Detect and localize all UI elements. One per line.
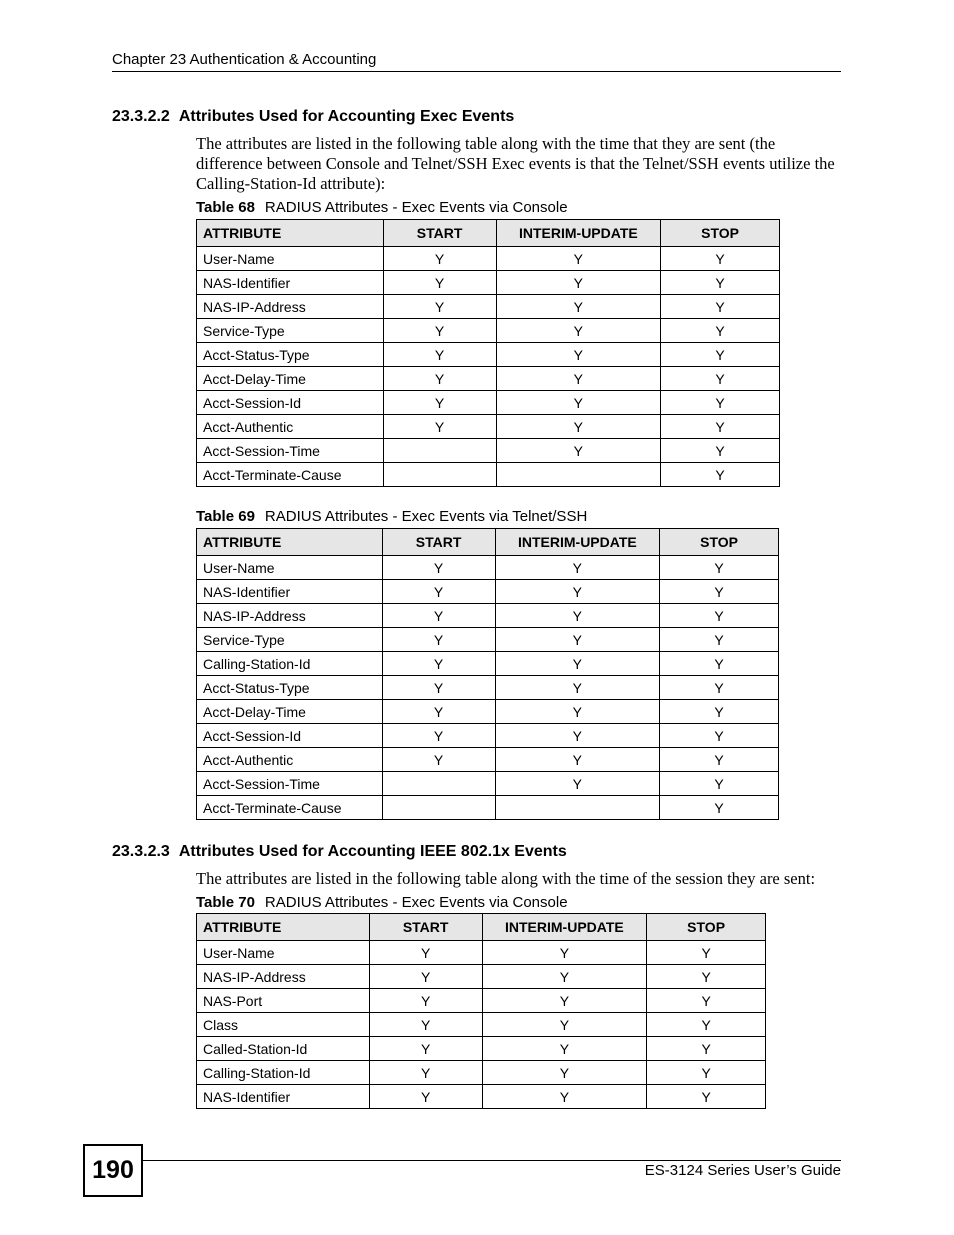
- attribute-name-cell: NAS-IP-Address: [197, 965, 370, 989]
- section-number: 23.3.2.2: [112, 108, 170, 125]
- flag-cell: Y: [495, 724, 660, 748]
- flag-cell: Y: [383, 271, 496, 295]
- attribute-name-cell: Service-Type: [197, 319, 384, 343]
- table-row: [197, 604, 779, 628]
- flag-cell: Y: [661, 343, 780, 367]
- attribute-name-cell: Calling-Station-Id: [197, 1061, 370, 1085]
- flag-cell: Y: [495, 652, 660, 676]
- table-header-row: [197, 220, 780, 247]
- flag-cell: Y: [660, 580, 779, 604]
- flag-cell: Y: [383, 319, 496, 343]
- table-row: [197, 415, 780, 439]
- attribute-name-cell: Service-Type: [197, 628, 383, 652]
- attributes-table-console: [196, 219, 780, 487]
- flag-cell: Y: [369, 1085, 482, 1109]
- flag-cell: Y: [383, 247, 496, 271]
- flag-cell: Y: [660, 652, 779, 676]
- flag-cell: Y: [482, 989, 647, 1013]
- flag-cell: Y: [383, 415, 496, 439]
- attribute-name-cell: Acct-Status-Type: [197, 676, 383, 700]
- flag-cell: Y: [495, 556, 660, 580]
- table-row: [197, 247, 780, 271]
- column-header: INTERIM-UPDATE: [496, 220, 661, 247]
- table-row: [197, 941, 766, 965]
- flag-cell: Y: [661, 391, 780, 415]
- table-row: [197, 319, 780, 343]
- attribute-name-cell: Class: [197, 1013, 370, 1037]
- flag-cell: Y: [382, 676, 495, 700]
- flag-cell: Y: [382, 700, 495, 724]
- guide-title: ES-3124 Series User’s Guide: [644, 1162, 841, 1179]
- flag-cell: Y: [382, 652, 495, 676]
- flag-cell: [383, 439, 496, 463]
- flag-cell: Y: [496, 343, 661, 367]
- table-row: [197, 772, 779, 796]
- flag-cell: Y: [496, 391, 661, 415]
- flag-cell: Y: [661, 295, 780, 319]
- flag-cell: Y: [647, 1061, 766, 1085]
- flag-cell: Y: [661, 271, 780, 295]
- column-header: STOP: [661, 220, 780, 247]
- attribute-name-cell: Acct-Terminate-Cause: [197, 796, 383, 820]
- chapter-header: Chapter 23 Authentication & Accounting: [112, 51, 377, 68]
- flag-cell: Y: [369, 965, 482, 989]
- flag-cell: Y: [482, 1085, 647, 1109]
- section-title: Attributes Used for Accounting Exec Events: [178, 108, 515, 125]
- section-heading-ieee: [112, 843, 567, 861]
- table-row: [197, 439, 780, 463]
- attribute-name-cell: NAS-IP-Address: [197, 295, 384, 319]
- attribute-name-cell: Acct-Session-Time: [197, 439, 384, 463]
- table-caption: [196, 894, 568, 911]
- flag-cell: Y: [660, 796, 779, 820]
- flag-cell: Y: [660, 772, 779, 796]
- flag-cell: Y: [382, 724, 495, 748]
- table-row: [197, 343, 780, 367]
- flag-cell: [496, 463, 661, 487]
- attribute-name-cell: Acct-Delay-Time: [197, 700, 383, 724]
- flag-cell: Y: [495, 676, 660, 700]
- column-header: STOP: [660, 529, 779, 556]
- flag-cell: Y: [382, 556, 495, 580]
- column-header: ATTRIBUTE: [197, 529, 383, 556]
- flag-cell: Y: [382, 604, 495, 628]
- flag-cell: Y: [369, 1013, 482, 1037]
- flag-cell: [382, 772, 495, 796]
- footer-divider: [141, 1160, 841, 1161]
- flag-cell: Y: [660, 628, 779, 652]
- flag-cell: Y: [482, 965, 647, 989]
- attribute-name-cell: Acct-Session-Id: [197, 724, 383, 748]
- table-label: Table 70: [196, 894, 255, 911]
- column-header: START: [383, 220, 496, 247]
- flag-cell: Y: [369, 941, 482, 965]
- attribute-name-cell: Acct-Terminate-Cause: [197, 463, 384, 487]
- table-row: [197, 1061, 766, 1085]
- flag-cell: Y: [660, 700, 779, 724]
- flag-cell: Y: [496, 439, 661, 463]
- attribute-name-cell: User-Name: [197, 556, 383, 580]
- flag-cell: Y: [496, 247, 661, 271]
- section-title: Attributes Used for Accounting IEEE 802.1x Events: [178, 843, 567, 860]
- table-label: Table 68: [196, 199, 255, 216]
- flag-cell: Y: [661, 247, 780, 271]
- flag-cell: Y: [495, 700, 660, 724]
- attribute-name-cell: Called-Station-Id: [197, 1037, 370, 1061]
- flag-cell: Y: [661, 439, 780, 463]
- attribute-name-cell: NAS-Identifier: [197, 580, 383, 604]
- column-header: ATTRIBUTE: [197, 914, 370, 941]
- attribute-name-cell: User-Name: [197, 247, 384, 271]
- attribute-name-cell: Acct-Session-Time: [197, 772, 383, 796]
- flag-cell: Y: [383, 343, 496, 367]
- flag-cell: Y: [482, 1061, 647, 1085]
- flag-cell: Y: [496, 319, 661, 343]
- attributes-table-ieee: [196, 913, 766, 1109]
- flag-cell: Y: [660, 748, 779, 772]
- table-row: [197, 367, 780, 391]
- flag-cell: Y: [647, 965, 766, 989]
- attribute-name-cell: NAS-Port: [197, 989, 370, 1013]
- table-row: [197, 1085, 766, 1109]
- table-caption-text: RADIUS Attributes - Exec Events via Console: [264, 199, 568, 216]
- attributes-table-telnet-ssh: [196, 528, 779, 820]
- attribute-name-cell: Acct-Delay-Time: [197, 367, 384, 391]
- column-header: START: [369, 914, 482, 941]
- section-number: 23.3.2.3: [112, 843, 170, 860]
- table-header-row: [197, 529, 779, 556]
- flag-cell: Y: [647, 1037, 766, 1061]
- attribute-name-cell: Calling-Station-Id: [197, 652, 383, 676]
- table-row: [197, 295, 780, 319]
- flag-cell: Y: [369, 989, 482, 1013]
- table-row: [197, 1013, 766, 1037]
- column-header: STOP: [647, 914, 766, 941]
- table-row: [197, 271, 780, 295]
- flag-cell: Y: [369, 1061, 482, 1085]
- attribute-name-cell: NAS-IP-Address: [197, 604, 383, 628]
- flag-cell: Y: [383, 391, 496, 415]
- flag-cell: Y: [496, 415, 661, 439]
- table-row: [197, 391, 780, 415]
- flag-cell: Y: [661, 415, 780, 439]
- table-row: [197, 580, 779, 604]
- flag-cell: Y: [382, 748, 495, 772]
- table-row: [197, 628, 779, 652]
- flag-cell: Y: [383, 367, 496, 391]
- flag-cell: Y: [382, 628, 495, 652]
- attribute-name-cell: Acct-Authentic: [197, 748, 383, 772]
- column-header: START: [382, 529, 495, 556]
- attribute-name-cell: NAS-Identifier: [197, 271, 384, 295]
- table-row: [197, 989, 766, 1013]
- flag-cell: [495, 796, 660, 820]
- flag-cell: Y: [661, 319, 780, 343]
- column-header: ATTRIBUTE: [197, 220, 384, 247]
- column-header: INTERIM-UPDATE: [495, 529, 660, 556]
- flag-cell: Y: [660, 604, 779, 628]
- table-row: [197, 700, 779, 724]
- table-label: Table 69: [196, 508, 255, 525]
- flag-cell: Y: [647, 941, 766, 965]
- section-paragraph: The attributes are listed in the following table along with the time of the session they are sent:: [196, 869, 816, 888]
- flag-cell: Y: [482, 1037, 647, 1061]
- attribute-name-cell: User-Name: [197, 941, 370, 965]
- header-divider: [112, 71, 841, 72]
- flag-cell: Y: [482, 941, 647, 965]
- flag-cell: Y: [496, 367, 661, 391]
- flag-cell: Y: [496, 271, 661, 295]
- flag-cell: Y: [496, 295, 661, 319]
- table-row: [197, 796, 779, 820]
- table-row: [197, 676, 779, 700]
- flag-cell: Y: [495, 628, 660, 652]
- flag-cell: Y: [647, 989, 766, 1013]
- flag-cell: Y: [495, 772, 660, 796]
- flag-cell: Y: [647, 1013, 766, 1037]
- table-row: [197, 652, 779, 676]
- flag-cell: [382, 796, 495, 820]
- flag-cell: Y: [661, 463, 780, 487]
- attribute-name-cell: NAS-Identifier: [197, 1085, 370, 1109]
- table-row: [197, 748, 779, 772]
- table-caption-text: RADIUS Attributes - Exec Events via Console: [264, 894, 568, 911]
- flag-cell: Y: [660, 724, 779, 748]
- flag-cell: Y: [661, 367, 780, 391]
- column-header: INTERIM-UPDATE: [482, 914, 647, 941]
- page-number: 190: [83, 1144, 143, 1197]
- flag-cell: Y: [383, 295, 496, 319]
- flag-cell: Y: [369, 1037, 482, 1061]
- flag-cell: Y: [495, 748, 660, 772]
- table-row: [197, 1037, 766, 1061]
- table-row: [197, 965, 766, 989]
- section-heading-exec: [112, 108, 514, 126]
- table-row: [197, 724, 779, 748]
- flag-cell: Y: [382, 580, 495, 604]
- table-row: [197, 556, 779, 580]
- flag-cell: Y: [660, 676, 779, 700]
- attribute-name-cell: Acct-Status-Type: [197, 343, 384, 367]
- section-paragraph: The attributes are listed in the following table along with the time that they are sent (the difference between Console and Telnet/SSH Exec events is that the Telnet/SSH events utilize the Calling-Station-Id attribute):: [196, 134, 835, 193]
- flag-cell: [383, 463, 496, 487]
- table-row: [197, 463, 780, 487]
- table-caption-text: RADIUS Attributes - Exec Events via Telnet/SSH: [264, 508, 588, 525]
- flag-cell: Y: [482, 1013, 647, 1037]
- attribute-name-cell: Acct-Session-Id: [197, 391, 384, 415]
- flag-cell: Y: [660, 556, 779, 580]
- flag-cell: Y: [647, 1085, 766, 1109]
- table-header-row: [197, 914, 766, 941]
- flag-cell: Y: [495, 580, 660, 604]
- flag-cell: Y: [495, 604, 660, 628]
- table-caption: [196, 199, 568, 216]
- attribute-name-cell: Acct-Authentic: [197, 415, 384, 439]
- table-caption: [196, 508, 587, 525]
